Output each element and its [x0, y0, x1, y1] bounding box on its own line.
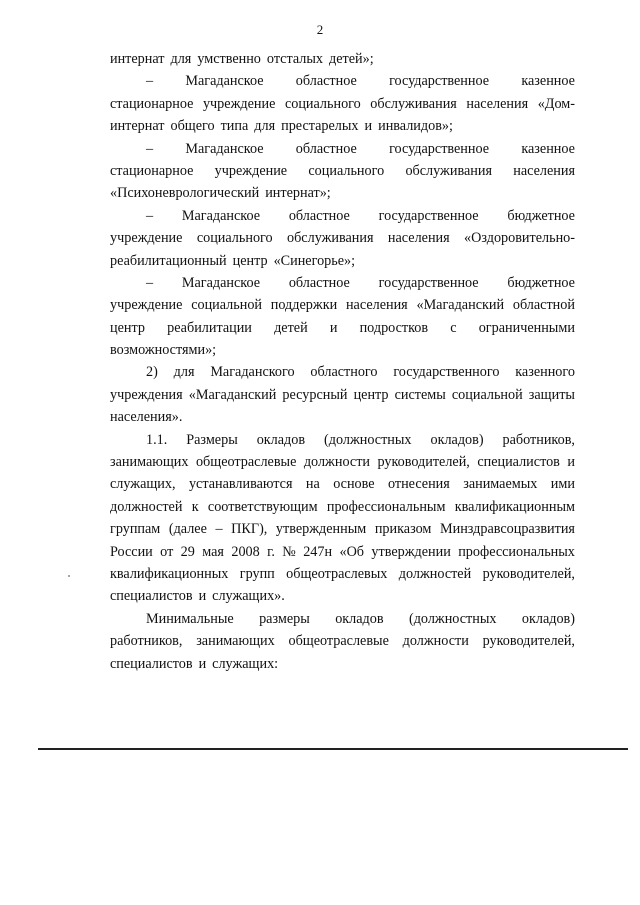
word: интернат»; — [265, 185, 331, 202]
word: социальной — [451, 386, 523, 403]
word: ПКГ), — [231, 521, 268, 538]
word: областной — [512, 297, 575, 314]
word: областное — [295, 140, 357, 157]
word: – — [215, 521, 223, 538]
word: для — [254, 118, 276, 135]
word: соответствующим — [207, 498, 318, 515]
word: служащих». — [212, 588, 285, 605]
word: должности — [402, 633, 469, 650]
word: занимающих — [110, 454, 189, 471]
word: к — [191, 498, 199, 515]
word: населения — [513, 162, 575, 179]
word: и — [567, 454, 575, 471]
word: профессиональным — [326, 498, 446, 515]
word: стационарное — [110, 162, 194, 179]
word: занимаемых — [463, 476, 538, 493]
word: «Об — [339, 543, 365, 560]
word: государственное — [378, 274, 479, 291]
word: и — [198, 655, 207, 672]
word: казенное — [521, 73, 575, 90]
word: для — [170, 51, 192, 67]
word: Магаданское — [181, 274, 261, 291]
word: интернат — [110, 51, 165, 67]
word: руководителей, — [482, 633, 575, 650]
text-line — [110, 160, 575, 182]
text-line — [110, 115, 575, 137]
word: окладов — [335, 610, 384, 627]
text-line — [110, 406, 575, 428]
text-line — [110, 317, 575, 339]
word: «Оздоровительно- — [464, 230, 575, 247]
text-line — [110, 496, 575, 518]
word: специалистов — [477, 454, 560, 471]
word: областное — [288, 274, 350, 291]
word: учреждение — [214, 162, 288, 179]
word: учреждение — [202, 95, 276, 112]
text-line — [110, 48, 575, 70]
word: обслуживания — [370, 95, 457, 112]
word: занимающих — [196, 633, 275, 650]
word: бюджетное — [507, 274, 575, 291]
word: 29 — [180, 543, 195, 560]
paragraph-item2 — [110, 138, 575, 205]
word: Размеры — [186, 431, 238, 448]
word: типа — [220, 118, 249, 135]
word: квалификационным — [454, 498, 575, 515]
word: основе — [333, 476, 375, 493]
word: центр — [353, 386, 389, 403]
word: ими — [550, 476, 575, 493]
paragraph-para1 — [110, 429, 575, 608]
word: устанавливаются — [188, 476, 293, 493]
word: учреждения — [110, 386, 183, 403]
word: должности — [303, 454, 370, 471]
word: детей»; — [329, 51, 374, 67]
text-line — [110, 272, 575, 294]
word: окладов) — [430, 431, 484, 448]
word: и — [198, 588, 207, 605]
word: работников, — [502, 431, 575, 448]
word: возможностями»; — [110, 342, 217, 359]
word: государственное — [378, 207, 479, 224]
word: от — [160, 543, 174, 560]
word: казенного — [515, 364, 575, 381]
word: государственное — [389, 140, 490, 157]
word: руководителей, — [482, 565, 575, 582]
text-line — [110, 361, 575, 383]
paragraph-item3 — [110, 205, 575, 272]
word: умственно — [197, 51, 261, 67]
text-line — [110, 653, 575, 675]
word: «Синегорье»; — [273, 252, 356, 269]
word: окладов) — [521, 610, 575, 627]
word: ограниченными — [478, 319, 575, 336]
word: 2008 — [231, 543, 260, 560]
word: 2) — [146, 364, 158, 381]
document-body — [110, 48, 575, 675]
word: (должностных — [408, 610, 497, 627]
text-line — [110, 451, 575, 473]
page-number: 2 — [316, 22, 324, 37]
word: и — [364, 118, 373, 135]
text-line — [110, 339, 575, 361]
word: «Магаданский — [188, 386, 277, 403]
word: областного — [310, 364, 378, 381]
word: населения». — [110, 409, 183, 426]
text-line — [110, 585, 575, 607]
word: специалистов — [110, 655, 193, 672]
word: на — [305, 476, 320, 493]
paragraph-para2 — [110, 608, 575, 675]
text-line — [110, 138, 575, 160]
word: утверждении — [371, 543, 451, 560]
word: областное — [295, 73, 357, 90]
word: «Магаданский — [416, 297, 505, 314]
word: подростков — [359, 319, 429, 336]
word: утвержденным — [275, 521, 367, 538]
word: квалификационных — [110, 565, 229, 582]
word: учреждение — [110, 297, 183, 314]
word: реабилитационный — [110, 252, 227, 269]
word: социального — [308, 162, 385, 179]
paragraph-item4 — [110, 272, 575, 362]
text-line — [110, 518, 575, 540]
word: интернат — [110, 118, 165, 135]
word: – — [146, 73, 154, 90]
word: центр — [110, 319, 145, 336]
word: России — [110, 543, 153, 560]
word: бюджетное — [507, 207, 575, 224]
word: специалистов — [110, 588, 193, 605]
word: социального — [196, 230, 273, 247]
word: казенное — [521, 140, 575, 157]
word: системы — [394, 386, 446, 403]
word: г. — [267, 543, 275, 560]
word: престарелых — [281, 118, 359, 135]
word: социального — [284, 95, 361, 112]
word: общеотраслевых — [286, 565, 388, 582]
word: «Психоневрологический — [110, 185, 260, 202]
word: Минздравсоцразвития — [439, 521, 575, 538]
word: общеотраслевые — [288, 633, 389, 650]
word: окладов — [256, 431, 306, 448]
word: должностей — [398, 565, 472, 582]
word: – — [146, 140, 154, 157]
text-line — [110, 250, 575, 272]
word: реабилитации — [167, 319, 252, 336]
word: поддержки — [270, 297, 338, 314]
word: стационарное — [110, 95, 194, 112]
word: № — [282, 543, 296, 560]
word: обслуживания — [405, 162, 492, 179]
word: отнесения — [387, 476, 450, 493]
word: защиты — [528, 386, 575, 403]
word: инвалидов»; — [378, 118, 453, 135]
word: ресурсный — [282, 386, 348, 403]
word: государственное — [389, 73, 490, 90]
text-line — [110, 182, 575, 204]
word: областное — [288, 207, 350, 224]
word: Минимальные — [146, 610, 234, 627]
word: (далее — [168, 521, 207, 538]
word: Магаданское — [181, 207, 261, 224]
word: центр — [232, 252, 268, 269]
word: государственного — [393, 364, 500, 381]
word: учреждение — [110, 230, 183, 247]
word: общего — [170, 118, 215, 135]
text-line — [110, 541, 575, 563]
scan-speck — [68, 575, 70, 577]
word: 1.1. — [146, 431, 168, 448]
text-line — [110, 563, 575, 585]
text-line — [110, 384, 575, 406]
text-line — [110, 473, 575, 495]
word: «Дом- — [537, 95, 575, 112]
word: – — [146, 274, 154, 291]
text-line — [110, 93, 575, 115]
word: Магаданское — [185, 140, 264, 157]
text-line — [110, 608, 575, 630]
text-line — [110, 630, 575, 652]
paragraph-item5 — [110, 361, 575, 428]
page-bottom-rule — [38, 748, 628, 750]
word: населения — [345, 297, 408, 314]
word: общеотраслевые — [195, 454, 297, 471]
word: отсталых — [266, 51, 323, 67]
word: Магаданское — [185, 73, 264, 90]
word: группам — [110, 521, 161, 538]
text-line — [110, 205, 575, 227]
text-line — [110, 429, 575, 451]
word: приказом — [374, 521, 432, 538]
word: размеры — [259, 610, 310, 627]
word: служащих: — [212, 655, 279, 672]
word: служащих, — [110, 476, 176, 493]
paragraph-item1 — [110, 70, 575, 137]
word: мая — [202, 543, 224, 560]
word: профессиональных — [458, 543, 575, 560]
word: для — [173, 364, 195, 381]
word: Магаданского — [210, 364, 295, 381]
word: 247н — [303, 543, 333, 560]
word: групп — [239, 565, 275, 582]
word: (должностных — [324, 431, 412, 448]
text-line — [110, 294, 575, 316]
text-line — [110, 70, 575, 92]
word: социальной — [191, 297, 263, 314]
word: и — [329, 319, 338, 336]
word: должностей — [110, 498, 183, 515]
word: населения — [387, 230, 450, 247]
word: с — [450, 319, 457, 336]
word: населения — [466, 95, 529, 112]
word: руководителей, — [377, 454, 470, 471]
paragraph-cont — [110, 48, 575, 70]
text-line — [110, 227, 575, 249]
word: обслуживания — [287, 230, 374, 247]
word: работников, — [110, 633, 183, 650]
word: детей — [274, 319, 308, 336]
word: – — [146, 207, 154, 224]
